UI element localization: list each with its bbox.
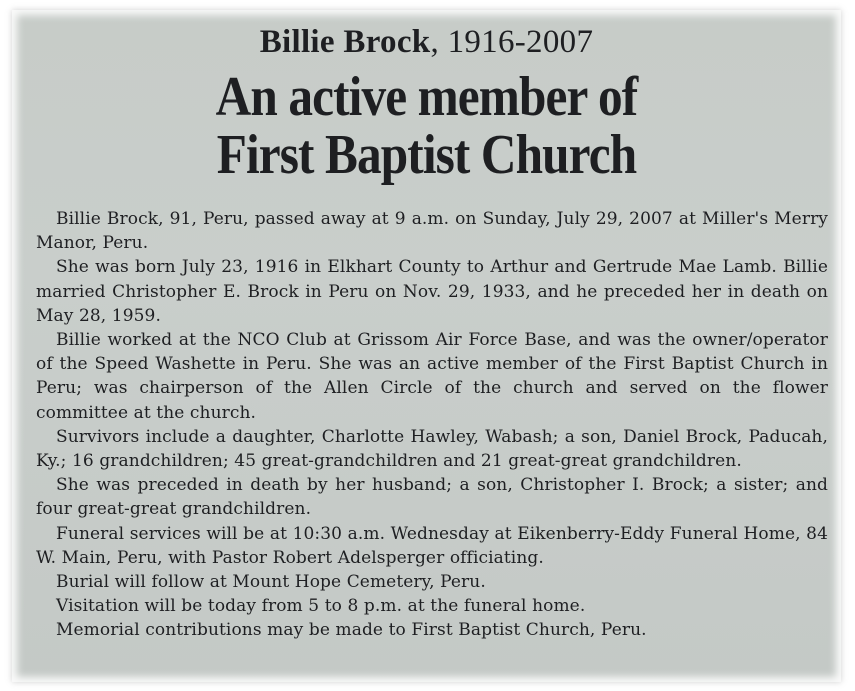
paragraph-3: Billie worked at the NCO Club at Grissom Air Force Base, and was the owner/operator of the Speed Washette in Peru. She was an active member of the First Baptist Church in Peru; was chairperson of the Allen Circle of the church and served on the flower committee at the church. <box>36 330 828 423</box>
paragraph-1: Billie Brock, 91, Peru, passed away at 9 a.m. on Sunday, July 29, 2007 at Miller's Merry Manor, Peru. <box>36 209 828 254</box>
obituary-years: , 1916-2007 <box>430 24 594 60</box>
obituary-name-line <box>12 24 841 61</box>
paragraph-8: Visitation will be today from 5 to 8 p.m. at the funeral home. <box>56 596 586 617</box>
headline-line-2: First Baptist Church <box>216 124 637 186</box>
paragraph-6: Funeral services will be at 10:30 a.m. Wednesday at Eikenberry-Eddy Funeral Home, 84 W. Main, Peru, with Pastor Robert Adelsperger officiating. <box>36 523 828 568</box>
headline <box>62 68 792 184</box>
paragraph-5: She was preceded in death by her husband; a son, Christopher I. Brock; a sister; and four great-great grandchildren. <box>36 475 828 520</box>
paragraph-7: Burial will follow at Mount Hope Cemetery, Peru. <box>56 572 486 593</box>
obituary-name: Billie Brock <box>259 24 431 60</box>
headline-line-1: An active member of <box>215 66 638 128</box>
paragraph-2: She was born July 23, 1916 in Elkhart County to Arthur and Gertrude Mae Lamb. Billie married Christopher E. Brock in Peru on Nov. 29, 1933, and he preceded her in death on May 28, 1959. <box>36 257 828 326</box>
newspaper-clipping <box>12 10 841 682</box>
obituary-body <box>36 207 828 643</box>
paragraph-4: Survivors include a daughter, Charlotte Hawley, Wabash; a son, Daniel Brock, Paducah, Ky.; 16 grandchildren; 45 great-grandchildren and 21 great-great grandchildren. <box>36 426 828 472</box>
paragraph-9: Memorial contributions may be made to First Baptist Church, Peru. <box>56 620 647 641</box>
